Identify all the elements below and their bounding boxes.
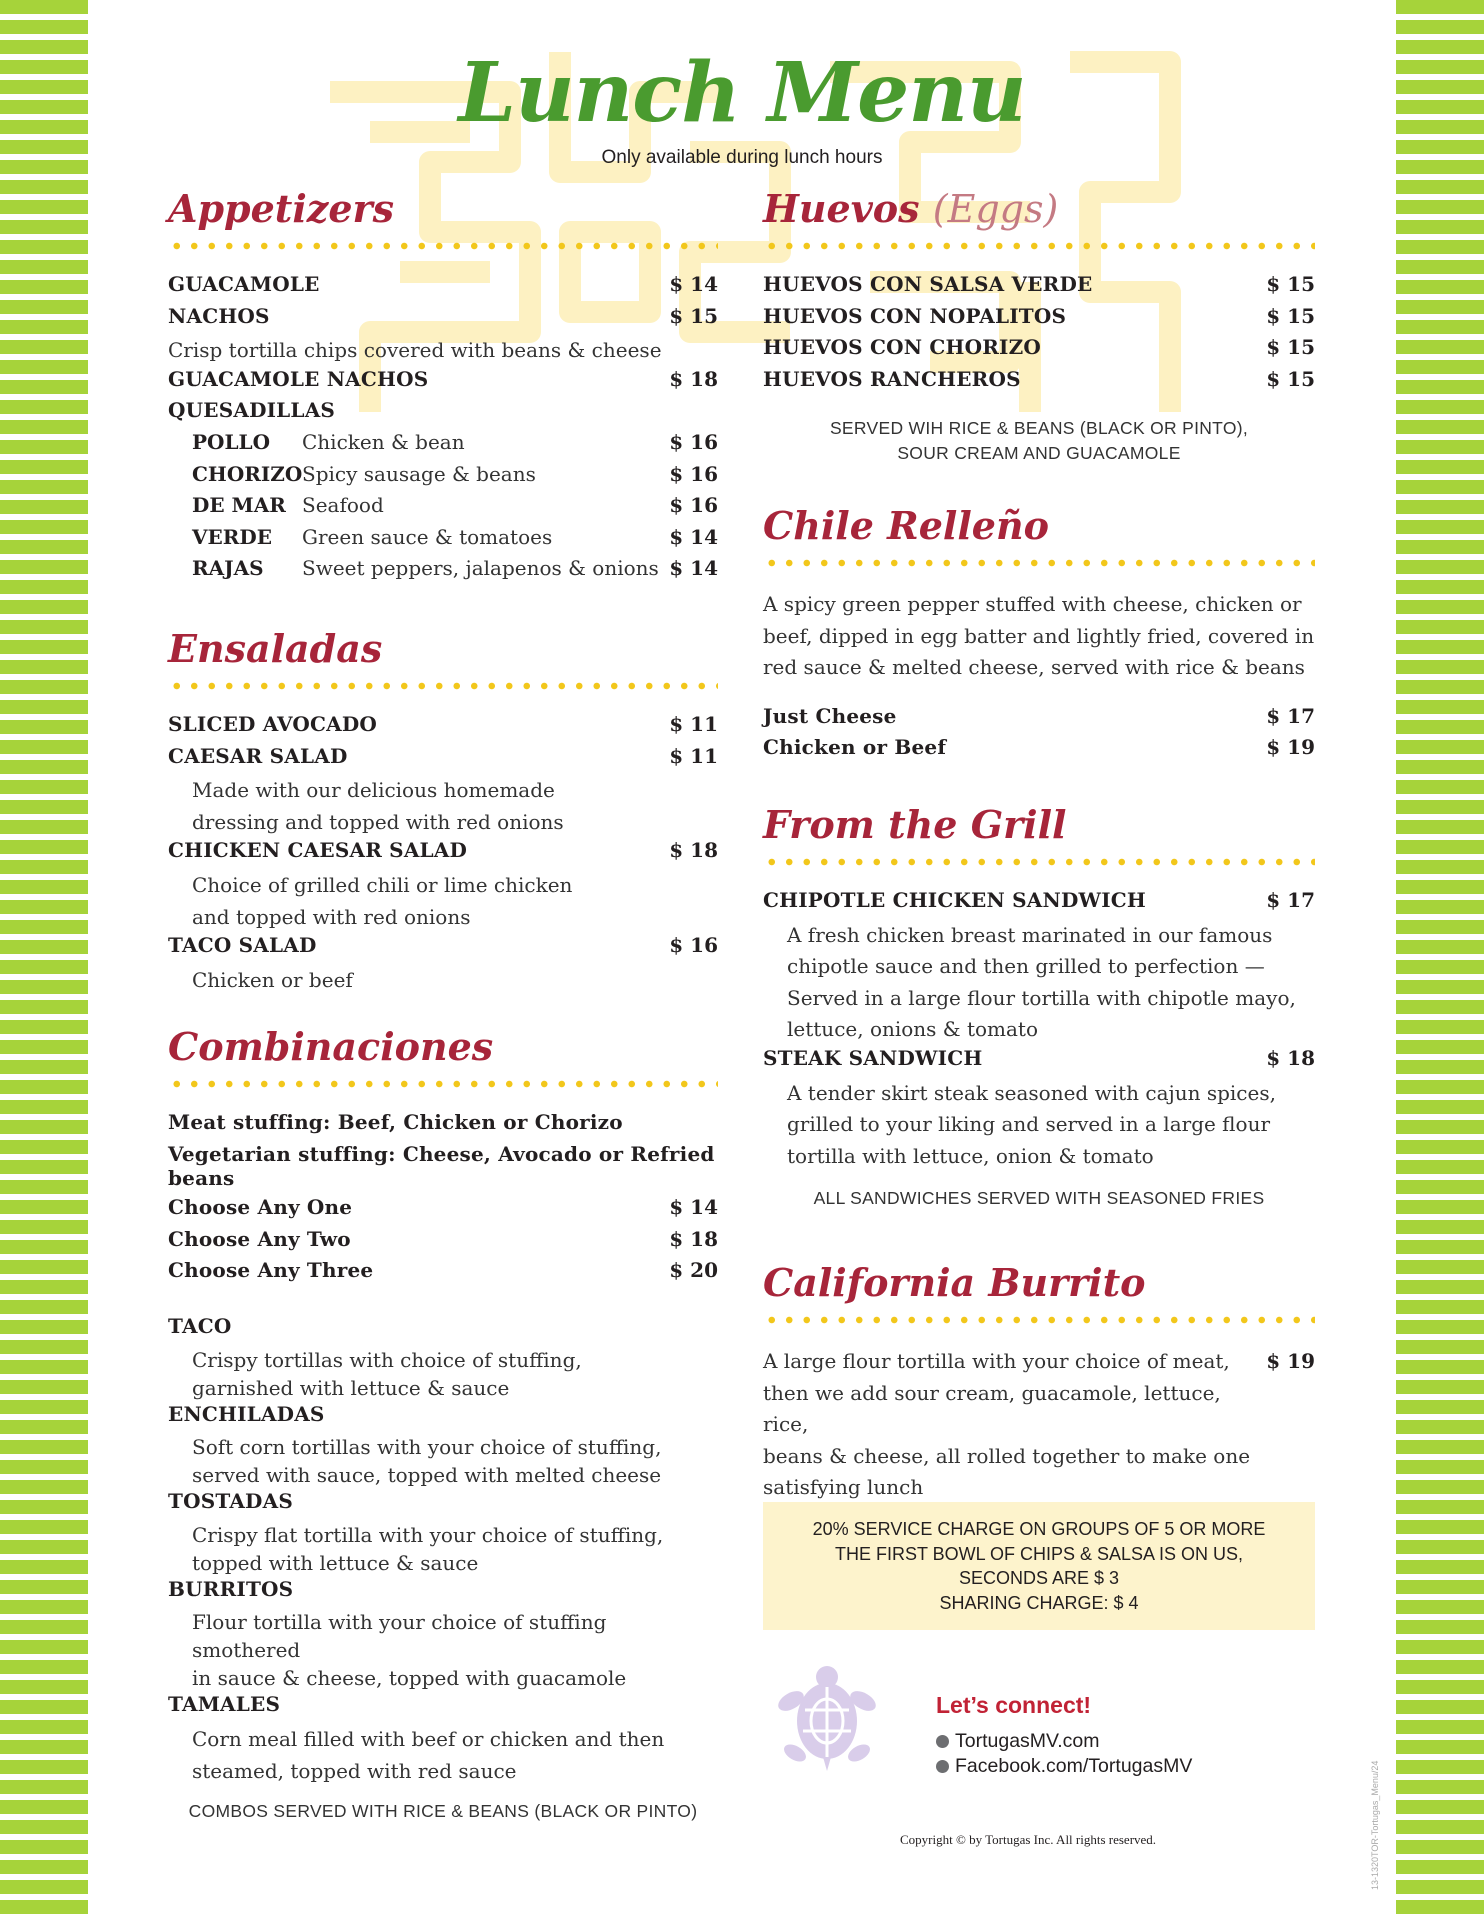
burrito-description-line: beans & cheese, all rolled together to make one: [763, 1443, 1251, 1468]
variant-name: POLLO: [192, 429, 271, 454]
variant-description: Sweet peppers, jalapenos & onions: [302, 556, 659, 581]
item-name: Chicken or Beef: [763, 735, 947, 760]
menu-item: [168, 1692, 718, 1724]
copyright-text: Copyright © by Tortugas Inc. All rights reserved.: [900, 1832, 1157, 1847]
quesadilla-variant: [168, 525, 718, 557]
item-name: ENCHILADAS: [168, 1401, 325, 1426]
combo-choice: [168, 1227, 718, 1259]
website-link[interactable]: [936, 1729, 1192, 1754]
item-price: $ 14: [669, 556, 718, 581]
item-name: TACO: [168, 1313, 232, 1338]
item-price: $ 18: [1266, 1045, 1315, 1070]
item-description: lettuce, onions & tomato: [787, 1017, 1039, 1042]
burrito-description: [763, 1346, 1266, 1504]
menu-item: [168, 744, 718, 776]
huevos-title-sub: (Eggs): [932, 187, 1059, 231]
menu-item: [763, 304, 1315, 336]
item-description: Corn meal filled with beef or chicken and then: [192, 1726, 665, 1751]
choice-name: Choose Any One: [168, 1195, 353, 1220]
item-description: Choice of grilled chili or lime chicken: [192, 872, 573, 897]
turtle-icon: [777, 1665, 877, 1773]
variant-name: RAJAS: [192, 556, 264, 581]
facebook-icon: [936, 1760, 949, 1773]
item-name: QUESADILLAS: [168, 398, 336, 423]
globe-icon: [936, 1735, 949, 1748]
variant-description: Green sauce & tomatoes: [302, 524, 553, 549]
stuffing-info: [168, 1110, 718, 1142]
item-price: $ 15: [1266, 303, 1315, 328]
left-stripe-border: [0, 0, 88, 1920]
choice-name: Choose Any Three: [168, 1258, 374, 1283]
menu-item: [763, 704, 1315, 736]
menu-item: [168, 1489, 718, 1521]
ensaladas-section: [168, 628, 718, 996]
item-price: $ 18: [669, 366, 718, 391]
quesadilla-variant: [168, 493, 718, 525]
item-price: $ 11: [669, 743, 718, 768]
item-name: CHICKEN CAESAR SALAD: [168, 838, 468, 863]
item-price: $ 16: [669, 493, 718, 518]
item-description: dressing and topped with red onions: [192, 809, 564, 834]
burrito-description-line: then we add sour cream, guacamole, lettuce, rice,: [763, 1380, 1221, 1437]
menu-item: [168, 1577, 718, 1609]
combo-choice: [168, 1195, 718, 1227]
item-name: CHIPOTLE CHICKEN SANDWICH: [763, 888, 1146, 912]
item-description: Flour tortilla with your choice of stuffing smothered: [192, 1610, 607, 1663]
item-name: SLICED AVOCADO: [168, 712, 377, 736]
item-price: $ 15: [1266, 335, 1315, 360]
item-price: $ 18: [669, 838, 718, 863]
huevos-section: [763, 188, 1315, 466]
quesadilla-variant: [168, 462, 718, 494]
section-title-california-burrito: California Burrito: [763, 1260, 1146, 1305]
grill-section: [763, 804, 1315, 1211]
item-price: $ 19: [1266, 735, 1315, 760]
facebook-link[interactable]: [936, 1754, 1192, 1779]
facebook-text: Facebook.com/TortugasMV: [955, 1755, 1193, 1777]
dotted-divider: [763, 559, 1315, 567]
item-description: Crispy flat tortilla with your choice of stuffing,: [192, 1522, 664, 1547]
menu-item: [168, 272, 718, 304]
quesadilla-variant: [168, 430, 718, 462]
item-description: topped with lettuce & sauce: [192, 1550, 479, 1575]
menu-item: [168, 367, 718, 399]
item-name: BURRITOS: [168, 1576, 294, 1601]
variant-name: VERDE: [192, 524, 272, 549]
california-burrito-section: [763, 1262, 1315, 1504]
item-price: $ 14: [669, 1195, 718, 1220]
item-price: $ 16: [669, 461, 718, 486]
item-price: $ 19: [1266, 1349, 1315, 1373]
item-name: TAMALES: [168, 1692, 281, 1717]
item-description: Chicken or beef: [192, 967, 353, 992]
menu-item: [168, 304, 718, 336]
item-name: HUEVOS CON NOPALITOS: [763, 303, 1067, 328]
notice-line: SHARING CHARGE: $ 4: [939, 1592, 1139, 1613]
item-description: steamed, topped with red sauce: [192, 1758, 517, 1783]
variant-description: Chicken & bean: [302, 429, 465, 454]
item-name: HUEVOS CON CHORIZO: [763, 335, 1041, 360]
huevos-note: SOUR CREAM AND GUACAMOLE: [897, 443, 1181, 464]
menu-item: [168, 933, 718, 965]
item-name: STEAK SANDWICH: [763, 1045, 983, 1070]
item-description: Served in a large flour tortilla with chipotle mayo,: [787, 985, 1296, 1010]
item-description: chipotle sauce and then grilled to perfection —: [787, 954, 1265, 979]
item-name: HUEVOS RANCHEROS: [763, 366, 1021, 391]
chile-description: beef, dipped in egg batter and lightly fried, covered in: [763, 623, 1315, 648]
section-title-chile-relleno: Chile Relleño: [763, 503, 1049, 548]
connect-block: [936, 1692, 1192, 1779]
item-description: A tender skirt steak seasoned with cajun spices,: [787, 1080, 1276, 1105]
item-description: in sauce & cheese, topped with guacamole: [192, 1666, 627, 1691]
section-title-combinaciones: Combinaciones: [168, 1024, 494, 1069]
variant-name: CHORIZO: [192, 461, 303, 486]
meat-stuffing-text: Meat stuffing: Beef, Chicken or Chorizo: [168, 1110, 623, 1134]
item-name: GUACAMOLE: [168, 272, 320, 296]
item-price: $ 18: [669, 1226, 718, 1251]
stuffing-info: [168, 1141, 718, 1190]
right-stripe-border: [1396, 0, 1484, 1920]
item-price: $ 17: [1266, 888, 1315, 912]
item-description: grilled to your liking and served in a large flour: [787, 1112, 1271, 1137]
menu-item: [763, 888, 1315, 920]
dotted-divider: [168, 1080, 718, 1088]
item-description: tortilla with lettuce, onion & tomato: [787, 1143, 1154, 1168]
item-name: GUACAMOLE NACHOS: [168, 366, 429, 391]
item-description: A fresh chicken breast marinated in our famous: [787, 922, 1273, 947]
item-price: $ 16: [669, 933, 718, 958]
item-description: Soft corn tortillas with your choice of stuffing,: [192, 1435, 662, 1460]
item-name: CAESAR SALAD: [168, 743, 348, 768]
burrito-description-line: satisfying lunch: [763, 1475, 924, 1500]
page-title: Lunch Menu: [458, 45, 1026, 141]
section-title-grill: From the Grill: [763, 802, 1067, 847]
menu-item: [763, 335, 1315, 367]
huevos-note: SERVED WIH RICE & BEANS (BLACK OR PINTO),: [829, 418, 1249, 439]
burrito-description-line: A large flour tortilla with your choice of meat,: [763, 1349, 1230, 1373]
vegetarian-stuffing-text: Vegetarian stuffing: Cheese, Avocado or Refried beans: [168, 1141, 715, 1190]
item-name: HUEVOS CON SALSA VERDE: [763, 272, 1093, 296]
section-title-appetizers: Appetizers: [168, 186, 394, 231]
dotted-divider: [763, 858, 1315, 866]
combos-note: COMBOS SERVED WITH RICE & BEANS (BLACK OR PINTO): [188, 1801, 698, 1822]
menu-item: [763, 272, 1315, 304]
item-price: $ 20: [669, 1258, 718, 1283]
quesadilla-variant: [168, 556, 718, 588]
item-price: $ 11: [669, 712, 718, 736]
dotted-divider: [168, 682, 718, 690]
website-text: TortugasMV.com: [955, 1730, 1100, 1752]
menu-item: [168, 838, 718, 870]
menu-item: [763, 1046, 1315, 1078]
variant-description: Spicy sausage & beans: [302, 461, 536, 486]
notice-line: THE FIRST BOWL OF CHIPS & SALSA IS ON US,: [834, 1543, 1244, 1564]
dotted-divider: [763, 242, 1315, 250]
variant-name: DE MAR: [192, 493, 286, 518]
burrito-item: [763, 1346, 1315, 1504]
item-price: $ 17: [1266, 703, 1315, 728]
dotted-divider: [763, 1316, 1315, 1324]
menu-item: [763, 367, 1315, 399]
connect-title: Let’s connect!: [936, 1692, 1092, 1718]
item-description: garnished with lettuce & sauce: [192, 1375, 510, 1400]
service-notice-box: [763, 1502, 1315, 1630]
notice-line: 20% SERVICE CHARGE ON GROUPS OF 5 OR MORE: [812, 1519, 1266, 1539]
item-description: served with sauce, topped with melted cheese: [192, 1463, 662, 1488]
item-price: $ 16: [669, 429, 718, 454]
variant-description: Seafood: [302, 493, 384, 518]
chile-description: red sauce & melted cheese, served with rice & beans: [763, 655, 1305, 680]
menu-item: [763, 735, 1315, 767]
item-description: Crispy tortillas with choice of stuffing,: [192, 1347, 582, 1372]
combinaciones-section: [168, 1026, 718, 1824]
item-name: NACHOS: [168, 303, 270, 328]
chile-relleno-section: [763, 505, 1315, 767]
section-title-huevos: [763, 188, 1315, 232]
item-name: Just Cheese: [763, 703, 897, 728]
item-price: $ 15: [1266, 272, 1315, 296]
item-price: $ 14: [669, 272, 718, 296]
item-price: $ 14: [669, 524, 718, 549]
sandwich-note: ALL SANDWICHES SERVED WITH SEASONED FRIES: [813, 1188, 1265, 1209]
chile-description: A spicy green pepper stuffed with cheese, chicken or: [763, 592, 1302, 616]
page-subtitle: Only available during lunch hours: [601, 147, 883, 168]
item-description: Made with our delicious homemade: [192, 778, 555, 803]
print-code: 13-1320TOR-Tortugas_Menu/24: [1370, 1760, 1380, 1890]
item-description: Crisp tortilla chips covered with beans & cheese: [168, 338, 662, 363]
huevos-title-main: Huevos: [763, 186, 920, 231]
section-title-ensaladas: Ensaladas: [168, 626, 383, 671]
choice-name: Choose Any Two: [168, 1226, 351, 1251]
menu-item: [168, 1402, 718, 1434]
menu-item: [168, 1314, 718, 1346]
combo-choice: [168, 1258, 718, 1290]
item-price: $ 15: [669, 303, 718, 328]
item-name: TACO SALAD: [168, 933, 317, 958]
appetizers-section: [168, 188, 718, 588]
menu-item: [168, 712, 718, 744]
item-name: TOSTADAS: [168, 1489, 293, 1514]
menu-item: [168, 398, 718, 430]
item-description: and topped with red onions: [192, 904, 471, 929]
notice-line: SECONDS ARE $ 3: [958, 1568, 1120, 1588]
item-price: $ 15: [1266, 366, 1315, 391]
dotted-divider: [168, 242, 718, 250]
